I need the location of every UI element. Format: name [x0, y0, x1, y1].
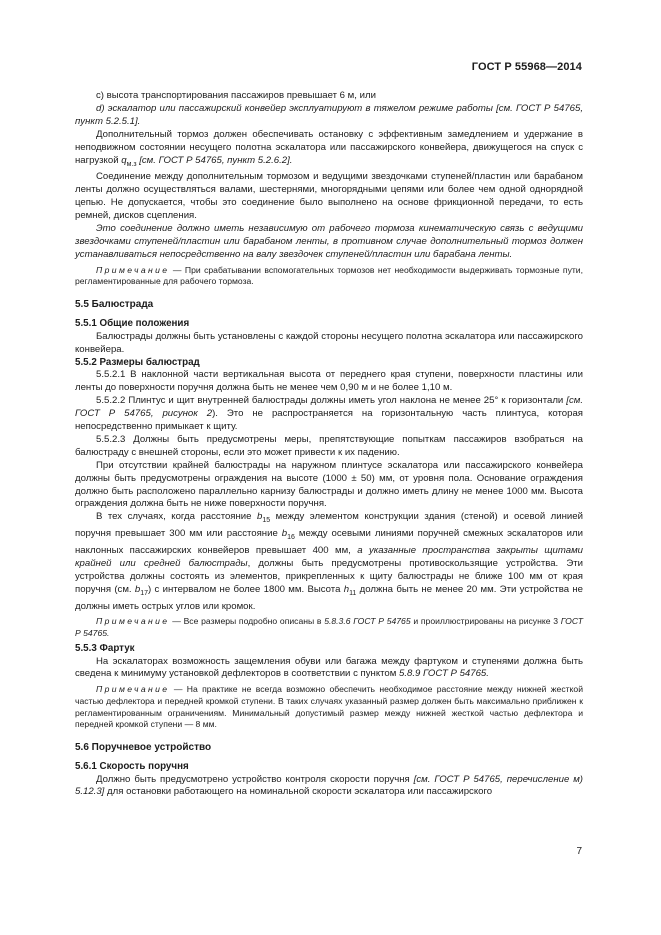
note-label: Примечание [96, 616, 170, 627]
paragraph-brake-2: Соединение между дополнительным тормозом и ведущими звездочками ступеней/пластин или барабаном ленты должно осуществляться валами, шестернями, многорядными цепями или более чем одной однорядной цепью. Не допускается, чтобы это соединение было выполнено на основе фрикционной передачи, то есть ремней, дисков сцепления. [75, 171, 583, 222]
note-3 [75, 684, 583, 730]
s5522-text: 5.5.2.2 Плинтус и щит внутренней балюстрады должны иметь угол наклона не менее 25° к горизонтали [96, 395, 567, 407]
page-number: 7 [576, 846, 582, 857]
subscript-16: 16 [287, 534, 295, 542]
subscript-15: 15 [262, 517, 271, 525]
load-subscript: м.з [126, 160, 137, 168]
paragraph-5-5-2-3: 5.5.2.3 Должны быть предусмотрены меры, препятствующие попыткам пассажиров взобраться на балюстраду с внешней стороны, если это может привести к их падению. [75, 433, 583, 458]
symbol-h11: h [343, 583, 350, 595]
brake-1-text: Дополнительный тормоз должен обеспечивать остановку с эффективным замедлением и удержание в неподвижном состоянии несущего полотна эскалатора или пассажирского конвейера, движущегося на спуск с нагрузкой [75, 128, 583, 166]
note-2-mid: и проиллюстрированы на рисунке 3 [410, 616, 561, 627]
s5522-ref: [см. ГОСТ Р 54765, рисунок 2 [75, 395, 583, 420]
subscript-17: 17 [140, 589, 149, 597]
note-label: Примечание [96, 684, 170, 695]
s5523-c2: между элементом конструкции здания (стеной) и осевой линией поручня превышает 300 мм или расстояние [75, 511, 583, 540]
paragraph-brake-3: Это соединение должно иметь независимую от рабочего тормоза кинематическую связь с ведущими звездочками ступеней/пластин или барабаном ленты, в противном случае дополнительный тормоз должен устанавливаться непосредственно на валу звездочек ступеней/пластин или барабана ленты. [75, 222, 583, 260]
s5523-c6: ) с интервалом не более 1800 мм. Высота [148, 583, 344, 595]
note-2-ref: 5.8.3.6 ГОСТ Р 54765 [324, 616, 411, 627]
paragraph-5-6-1 [75, 774, 583, 800]
s5523-c3: между осевыми линиями поручней смежных эскалаторов или наклонных пассажирских конвейеров превышает 400 мм, [75, 528, 583, 556]
note-2 [75, 616, 583, 639]
list-item-c: с) высота транспортирования пассажиров превышает 6 м, или [96, 90, 376, 101]
symbol-b15: b [257, 511, 263, 523]
s561-text: Должно быть предусмотрено устройство контроля скорости поручня [96, 773, 414, 785]
paragraph-5-5-3 [75, 656, 583, 682]
load-symbol: q [121, 154, 127, 166]
s561-ref: [см. ГОСТ Р 54765, перечисление м) 5.12.3] [75, 773, 583, 798]
s5523-c5: , должны быть предусмотрены противоскользящие устройства. Эти устройства должны состоять из элементов, прикрепленных к щиту балюстрады не ближе 100 мм от края поручня (см. [75, 557, 583, 595]
s5523-c7: должна быть не менее 20 мм. Эти устройства не должны иметь острых углов или кромок. [75, 583, 583, 612]
list-item-d: d) эскалатор или пассажирский конвейер эксплуатируют в тяжелом режиме работы [см. ГОСТ Р 54765, пункт 5.2.5.1]. [75, 102, 583, 127]
paragraph-brake-1 [75, 129, 583, 172]
paragraph-5-5-2-3-b: При отсутствии крайней балюстрады на наружном плинтусе эскалатора или пассажирского конвейера должны быть предусмотрены ограждения на высоте (1000 ± 50) мм, от уровня пола. Основание ограждения должно быть расположено параллельно карнизу балюстрады и должно иметь длину не менее 1000 мм. Высота ограждения должна быть не ниже поверхности поручня. [75, 459, 583, 510]
s5523-c4: а указанные пространства закрыты щитами крайней или средней балюстрады [75, 545, 584, 569]
note-2-text: Все размеры подробно описаны в [183, 616, 325, 627]
paragraph-5-5-2-3-c [75, 511, 583, 613]
symbol-b16: b [281, 528, 288, 540]
symbol-b17: b [134, 583, 141, 595]
note-2-ref2: ГОСТ Р 54765. [75, 616, 584, 639]
note-label: Примечание [96, 264, 170, 275]
s553-ref: 5.8.9 ГОСТ Р 54765. [399, 668, 489, 680]
note-1-text: При срабатывании вспомогательных тормозов нет необходимости выдерживать тормозные пути, регламентированные для рабочего тормоза. [75, 264, 583, 287]
section-heading-5-5: 5.5 Балюстрада [75, 298, 154, 310]
page-body [75, 90, 583, 799]
subscript-11: 11 [349, 589, 357, 597]
note-dash: — [169, 264, 185, 275]
section-heading-5-6-1: 5.6.1 Скорость поручня [75, 760, 189, 772]
section-heading-5-5-3: 5.5.3 Фартук [75, 642, 135, 654]
note-dash: — [169, 616, 184, 627]
s561-post: для остановки работающего на номинальной скорости эскалатора или пассажирского [104, 786, 493, 798]
section-heading-5-5-1: 5.5.1 Общие положения [75, 317, 190, 329]
s553-text: На эскалаторах возможность защемления обуви или багажа между фартуком и ступенями должна быть сведена к минимуму установкой дефлекторов в соответствии с пунктом [75, 655, 583, 680]
note-dash: — [169, 684, 187, 695]
paragraph-5-5-1: Балюстрады должны быть установлены с каждой стороны несущего полотна эскалатора или пассажирского конвейера. [75, 330, 583, 355]
note-1 [75, 265, 583, 288]
paragraph-5-5-2-1: 5.5.2.1 В наклонной части вертикальная высота от переднего края ступени, поверхности пластины или ленты до поверхности поручня должна быть не менее чем 0,90 м и не более 1,10 м. [75, 369, 583, 394]
s5523-c1: В тех случаях, когда расстояние [96, 511, 257, 523]
section-heading-5-5-2: 5.5.2 Размеры балюстрад [75, 356, 200, 368]
note-3-text: На практике не всегда возможно обеспечить необходимое расстояние между нижней жесткой частью дефлектора и передней кромкой ступени. В таких случаях указанный размер должен быть максимально приближен к регламентированным ограничениям. Минимальный допустимый размер между нижней жесткой частью дефлектора и передней кромкой ступени — 8 мм. [75, 684, 583, 730]
paragraph-5-5-2-2 [75, 395, 583, 434]
s5522-post: ). Это не распространяется на горизонтальную часть плинтуса, которая непосредственно примыкает к щиту. [75, 408, 584, 433]
doc-code-header: ГОСТ Р 55968—2014 [471, 61, 582, 73]
section-heading-5-6: 5.6 Поручневое устройство [75, 741, 212, 753]
brake-1-ref: [см. ГОСТ Р 54765, пункт 5.2.6.2]. [136, 154, 293, 166]
